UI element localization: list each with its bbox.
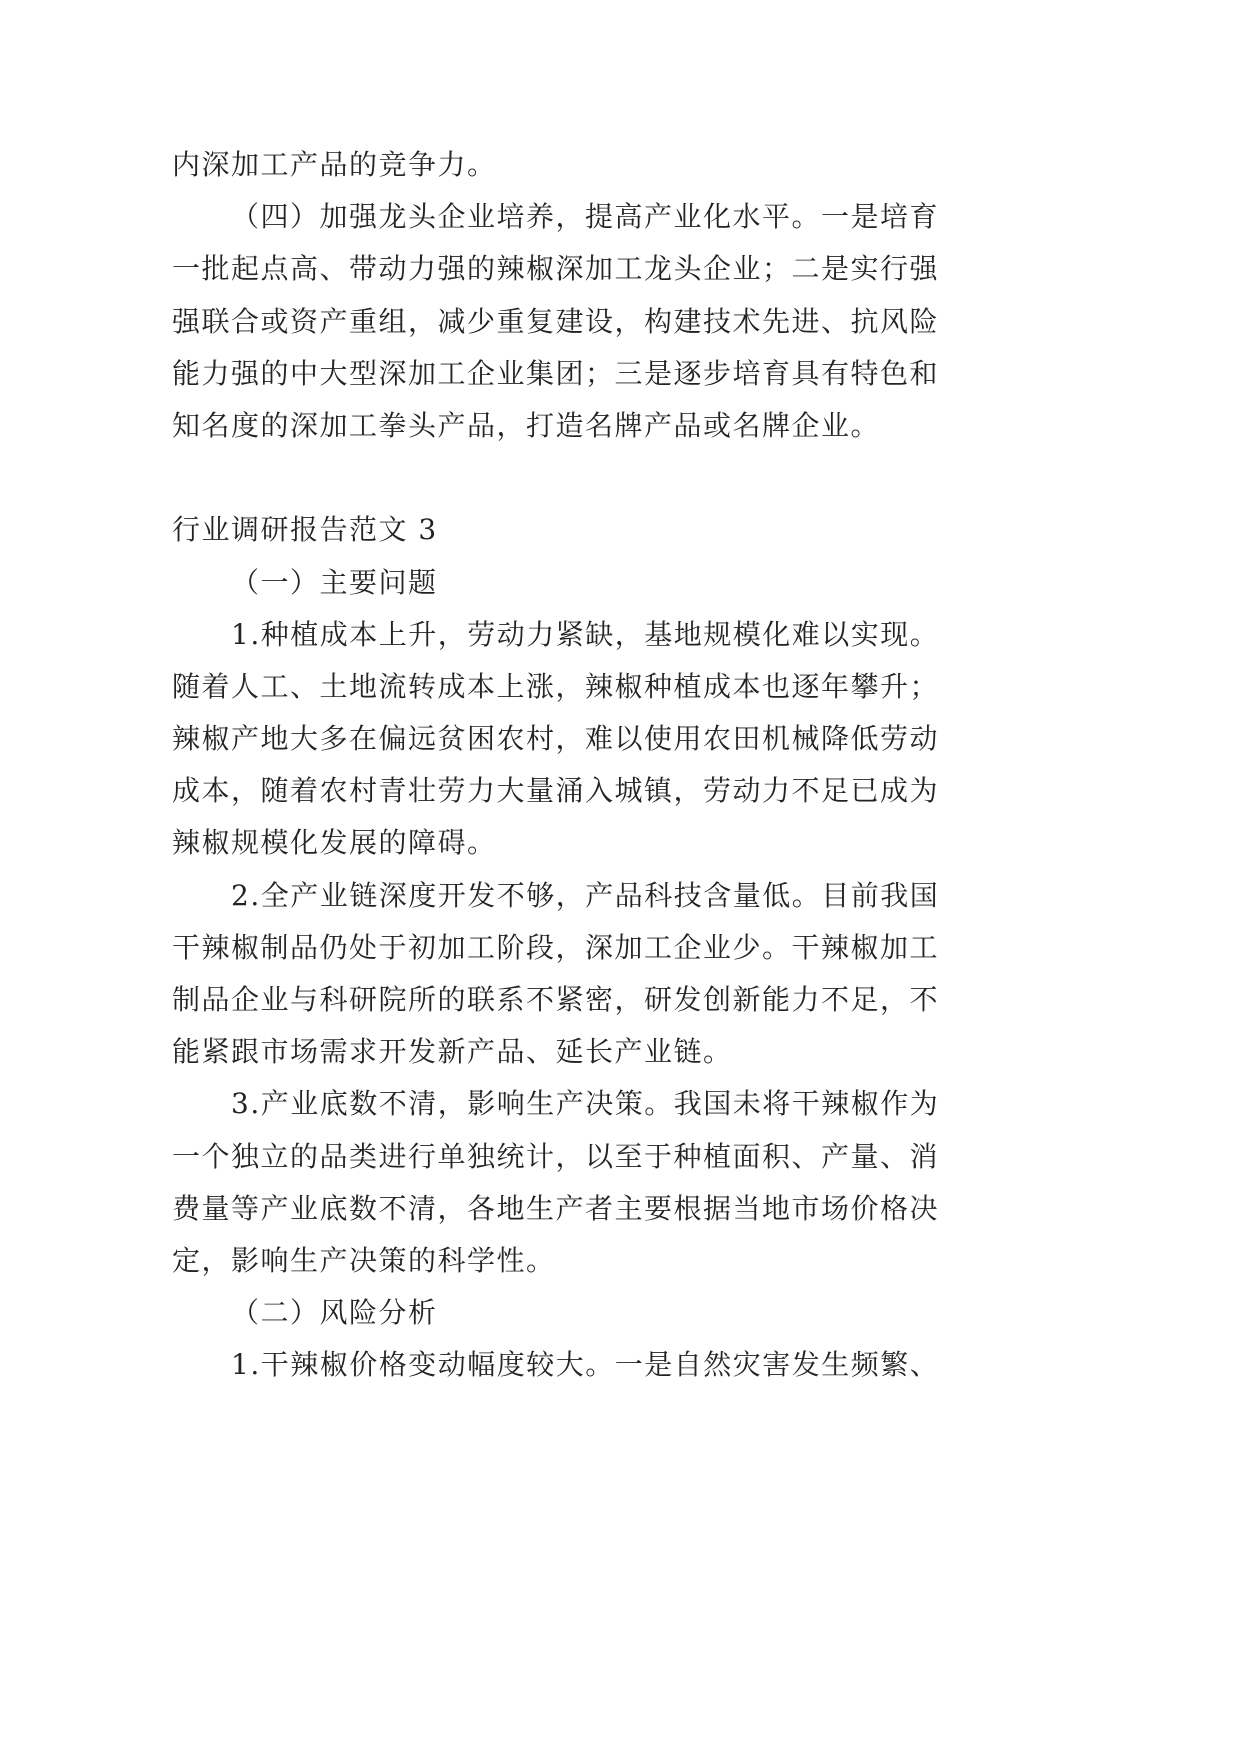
text-line: 能紧跟市场需求开发新产品、延长产业链。	[172, 1035, 733, 1069]
text-line: （四）加强龙头企业培养，提高产业化水平。一是培育	[231, 200, 940, 234]
section-1-point-3	[172, 1078, 1072, 1287]
text-line: 辣椒规模化发展的障碍。	[172, 826, 497, 860]
section-1-point-2	[172, 870, 1072, 1079]
report-title: 行业调研报告范文 3	[172, 513, 438, 547]
continued-paragraph	[172, 139, 1072, 191]
text-line: 随着人工、土地流转成本上涨，辣椒种植成本也逐年攀升；	[172, 669, 940, 703]
document-body	[172, 139, 1072, 1392]
text-line: 能力强的中大型深加工企业集团；三是逐步培育具有特色和	[172, 356, 940, 390]
text-line: 干辣椒制品仍处于初加工阶段，深加工企业少。干辣椒加工	[172, 930, 940, 964]
text-line: 1.干辣椒价格变动幅度较大。一是自然灾害发生频繁、	[231, 1348, 940, 1382]
section-2	[172, 1287, 1072, 1391]
text-line: 3.产业底数不清，影响生产决策。我国未将干辣椒作为	[231, 1087, 940, 1121]
text-line: 1.种植成本上升，劳动力紧缺，基地规模化难以实现。	[231, 617, 940, 651]
section-title: （一）主要问题	[231, 565, 438, 599]
paragraph-item-4	[172, 191, 1072, 452]
section-title: （二）风险分析	[231, 1296, 438, 1330]
text-line: 一批起点高、带动力强的辣椒深加工龙头企业；二是实行强	[172, 252, 940, 286]
blank-line	[172, 452, 1072, 504]
text-line: 定，影响生产决策的科学性。	[172, 1243, 556, 1277]
section-2-point-1	[172, 1339, 1072, 1391]
text-line: 制品企业与科研院所的联系不紧密，研发创新能力不足，不	[172, 983, 940, 1016]
text-line: 知名度的深加工拳头产品，打造名牌产品或名牌企业。	[172, 408, 881, 442]
text-line: 强联合或资产重组，减少重复建设，构建技术先进、抗风险	[172, 304, 940, 338]
text-line: 2.全产业链深度开发不够，产品科技含量低。目前我国	[231, 878, 940, 912]
text-line: 成本，随着农村青壮劳力大量涌入城镇，劳动力不足已成为	[172, 774, 940, 808]
text-line: 内深加工产品的竞争力。	[172, 148, 497, 181]
section-1	[172, 557, 1072, 1288]
section-1-point-1	[172, 609, 1072, 870]
text-line: 辣椒产地大多在偏远贫困农村，难以使用农田机械降低劳动	[172, 722, 940, 756]
text-line: 费量等产业底数不清，各地生产者主要根据当地市场价格决	[172, 1191, 940, 1225]
text-line: 一个独立的品类进行单独统计，以至于种植面积、产量、消	[172, 1139, 940, 1173]
